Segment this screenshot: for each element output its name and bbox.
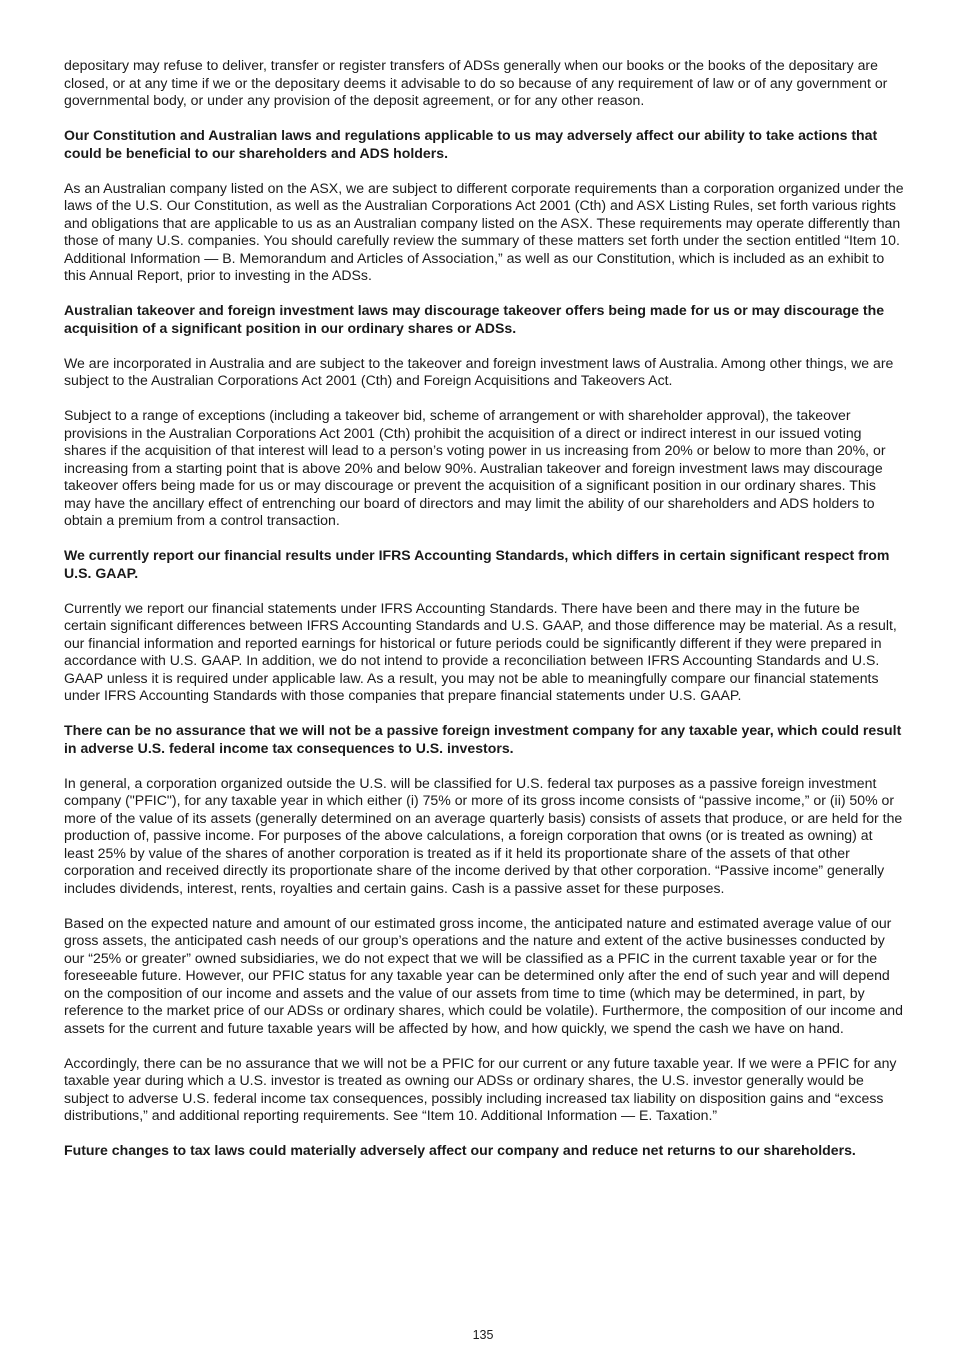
page-number: 135 xyxy=(472,1328,494,1342)
section-heading: We currently report our financial results under IFRS Accounting Standards, which differs in certain significant respect from U.S. GAAP. xyxy=(64,547,890,581)
document-body xyxy=(64,57,904,1177)
body-paragraph: As an Australian company listed on the ASX, we are subject to different corporate requirements than a corporation organized under the laws of the U.S. Our Constitution, as well as the Australian Corporations Act 2001 (Cth) and ASX Listing Rules, set forth various rights and obligations that are applicable to us as an Australian company listed on the ASX. These requirements may operate differently than those of many U.S. companies. You should carefully review the summary of these matters set forth under the section entitled “Item 10. Additional Information — B. Memorandum and Articles of Association,” as well as our Constitution, which is included as an exhibit to this Annual Report, prior to investing in the ADSs. xyxy=(64,179,904,283)
body-paragraph: In general, a corporation organized outside the U.S. will be classified for U.S. federal tax purposes as a passive foreign investment company ("PFIC"), for any taxable year in which either (i) 75% or more of its gross income consists of “passive income,” or (ii) 50% or more of the value of its assets (generally determined on an average quarterly basis) consists of assets that produce, or are held for the production of, passive income. For purposes of the above calculations, a foreign corporation that owns (or is treated as owning) at least 25% by value of the shares of another corporation is treated as if it held its proportionate share of the assets of that other corporation and received directly its proportionate share of the income derived by that other corporation. “Passive income” generally includes dividends, interest, rents, royalties and certain gains. Cash is a passive asset for these purposes. xyxy=(64,774,903,896)
body-paragraph: We are incorporated in Australia and are subject to the takeover and foreign investment laws of Australia. Among other things, we are subject to the Australian Corporations Act 2001 (Cth) and Foreign Acquisitions and Takeovers Act. xyxy=(64,354,894,388)
body-paragraph: Accordingly, there can be no assurance that we will not be a PFIC for our current or any future taxable year. If we were a PFIC for any taxable year during which a U.S. investor is treated as owning our ADSs or ordinary shares, the U.S. investor generally would be subject to adverse U.S. federal income tax consequences, possibly including increased tax liability on disposition gains and “excess distributions,” and additional reporting requirements. See “Item 10. Additional Information — E. Taxation.” xyxy=(64,1054,897,1123)
section-heading: Future changes to tax laws could materially adversely affect our company and reduce net returns to our shareholders. xyxy=(64,1142,856,1158)
section-heading: There can be no assurance that we will not be a passive foreign investment company for any taxable year, which could result in adverse U.S. federal income tax consequences to U.S. investors. xyxy=(64,722,902,756)
body-paragraph: Based on the expected nature and amount of our estimated gross income, the anticipated nature and estimated average value of our gross assets, the anticipated cash needs of our group’s operations and the nature and extent of the active businesses conducted by our “25% or greater” owned subsidiaries, we do not expect that we will be classified as a PFIC in the current taxable year or for the foreseeable future. However, our PFIC status for any taxable year can be determined only after the end of such year and will depend on the composition of our income and assets and the value of our assets from time to time (which may be determined, in part, by reference to the market price of our ADSs or ordinary shares, which could be volatile). Furthermore, the composition of our income and assets for the current and future taxable years will be affected by how, and how quickly, we spend the cash we have on hand. xyxy=(64,914,903,1036)
body-paragraph: Currently we report our financial statements under IFRS Accounting Standards. There have been and there may in the future be certain significant differences between IFRS Accounting Standards and U.S. GAAP, and those difference may be material. As a result, our financial information and reported earnings for historical or future periods could be significantly different if they were prepared in accordance with U.S. GAAP. In addition, we do not intend to provide a reconciliation between IFRS Accounting Standards and U.S. GAAP unless it is required under applicable law. As a result, you may not be able to meaningfully compare our financial statements under IFRS Accounting Standards with those companies that prepare financial statements under U.S. GAAP. xyxy=(64,599,897,703)
section-heading: Our Constitution and Australian laws and regulations applicable to us may adversely affect our ability to take actions that could be beneficial to our shareholders and ADS holders. xyxy=(64,127,878,161)
body-paragraph: Subject to a range of exceptions (including a takeover bid, scheme of arrangement or with shareholder approval), the takeover provisions in the Australian Corporations Act 2001 (Cth) prohibit the acquisition of a direct or indirect interest in our issued voting shares if the acquisition of that interest will lead to a person’s voting power in us increasing from 20% or below to more than 20%, or increasing from a starting point that is above 20% and below 90%. Australian takeover and foreign investment laws may discourage takeover offers being made for us or may discourage or prevent the acquisition of a significant position in our ordinary shares. This may have the ancillary effect of entrenching our board of directors and may limit the ability of our shareholders and ADS holders to obtain a premium from a control transaction. xyxy=(64,407,886,528)
body-paragraph: depositary may refuse to deliver, transfer or register transfers of ADSs generally when our books or the books of the depositary are closed, or at any time if we or the depositary deems it advisable to do so because of any requirement of law or of any government or governmental body, or under any provision of the deposit agreement, or for any other reason. xyxy=(64,57,888,108)
section-heading: Australian takeover and foreign investment laws may discourage takeover offers being made for us or may discourage the acquisition of a significant position in our ordinary shares or ADSs. xyxy=(64,302,885,336)
